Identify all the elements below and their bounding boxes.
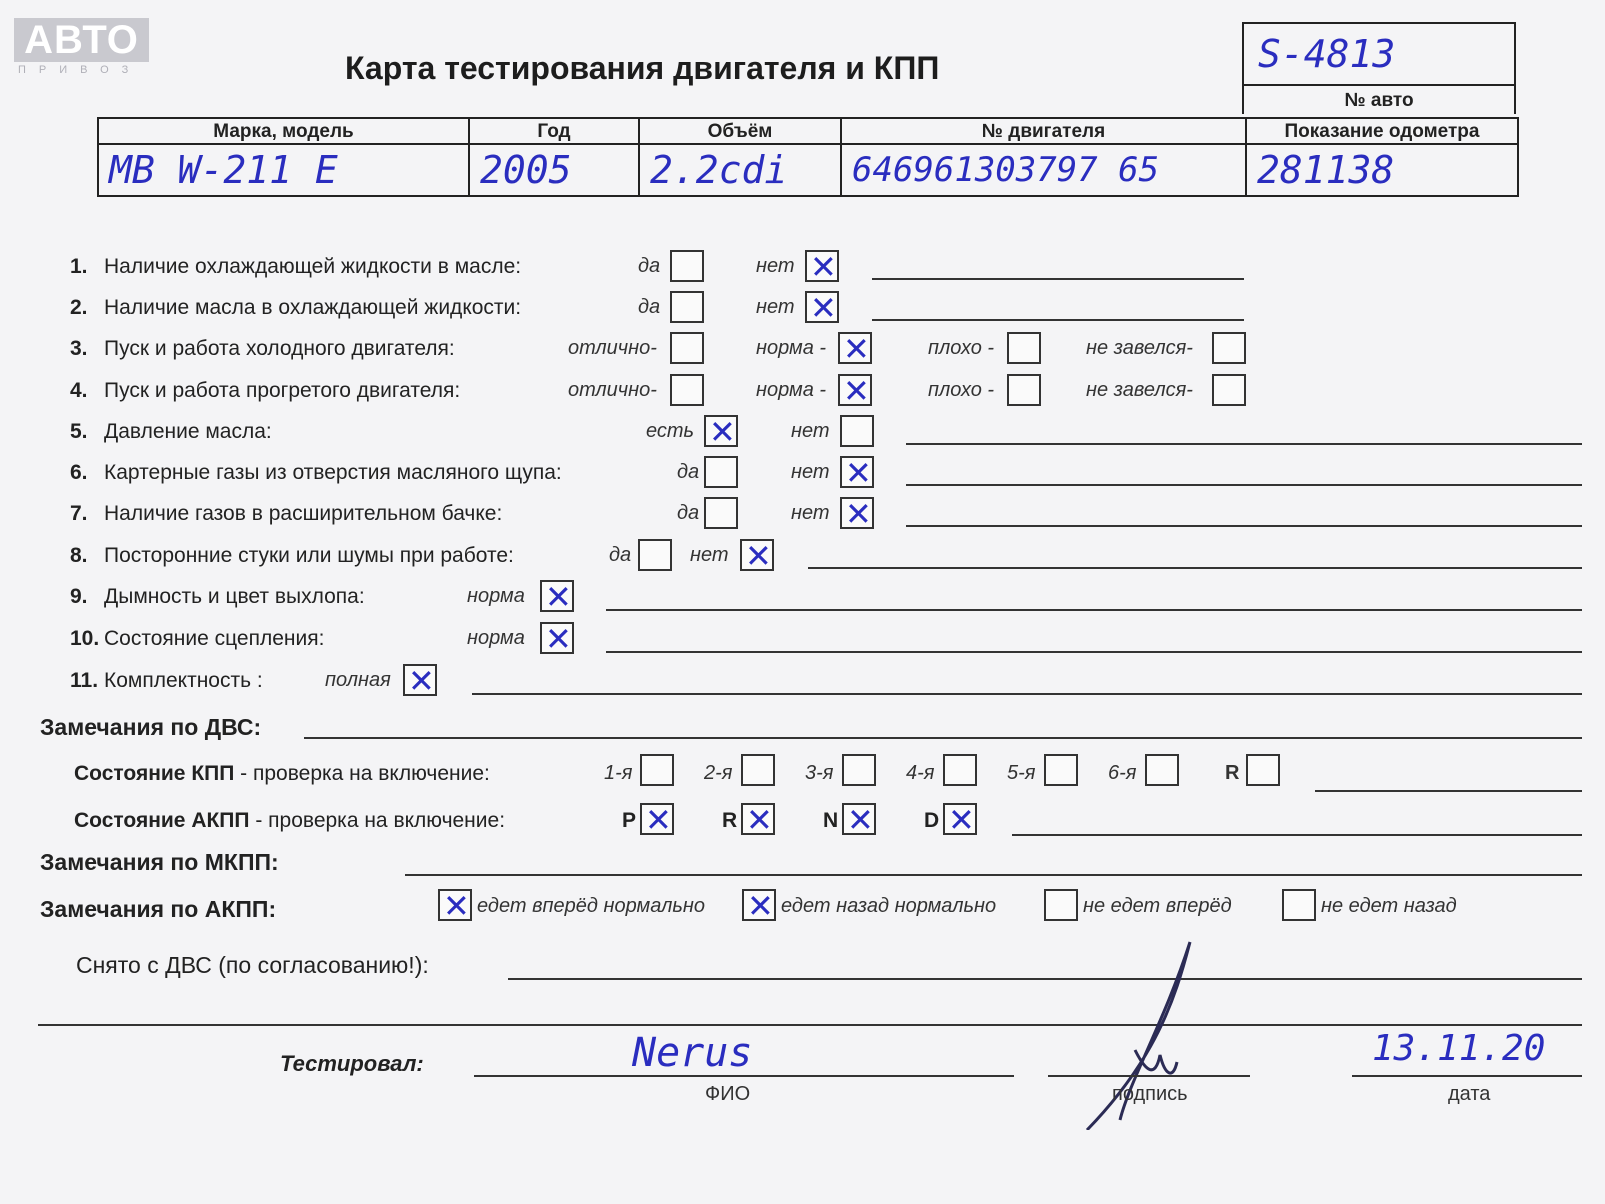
option-label: да bbox=[677, 502, 700, 524]
item-label: Дымность и цвет выхлопа: bbox=[104, 585, 365, 608]
item-number: 2. bbox=[70, 296, 88, 319]
removed-label: Снято с ДВС (по согласованию!): bbox=[76, 952, 429, 978]
gear-label: R bbox=[1225, 762, 1240, 784]
akpp-label-bold: Состояние АКПП bbox=[74, 809, 250, 832]
checkbox-4-excellent[interactable] bbox=[670, 374, 704, 406]
checkbox-7-net[interactable] bbox=[840, 497, 874, 529]
col-year-label: Год bbox=[469, 118, 639, 144]
option-label: да bbox=[638, 296, 661, 318]
gear-label: 2-я bbox=[704, 762, 733, 784]
item-3 bbox=[70, 337, 455, 361]
item-7 bbox=[70, 502, 502, 526]
remarks-akpp-label: Замечания по АКПП: bbox=[40, 896, 277, 922]
checkbox-2-da[interactable] bbox=[670, 291, 704, 323]
item-8 bbox=[70, 544, 514, 568]
option-label: да bbox=[638, 255, 661, 277]
vehicle-info-table bbox=[97, 117, 1519, 197]
akpp-label-rest: - проверка на включение: bbox=[249, 809, 506, 832]
akpp-option-label: не едет назад bbox=[1321, 895, 1457, 917]
auto-number-box bbox=[1242, 22, 1516, 114]
akpp-comment-line[interactable] bbox=[1012, 834, 1582, 836]
option-label: да bbox=[609, 544, 632, 566]
checkbox-5-yes[interactable] bbox=[704, 415, 738, 447]
checkbox-gear-5[interactable] bbox=[1044, 754, 1078, 786]
item-label: Наличие охлаждающей жидкости в масле: bbox=[104, 255, 522, 278]
checkbox-4-no-start[interactable] bbox=[1212, 374, 1246, 406]
item-1 bbox=[70, 255, 521, 279]
signature-line[interactable] bbox=[1048, 1075, 1250, 1077]
kpp-label-rest: - проверка на включение: bbox=[234, 762, 490, 785]
item-label: Пуск и работа прогретого двигателя: bbox=[104, 379, 461, 402]
page-title: Карта тестирования двигателя и КПП bbox=[345, 50, 940, 86]
akpp-option-label: едет назад нормально bbox=[781, 895, 997, 917]
item-number: 3. bbox=[70, 337, 88, 360]
checkbox-gear-2[interactable] bbox=[741, 754, 775, 786]
akpp-option-label: едет вперёд нормально bbox=[477, 895, 706, 917]
comment-line[interactable] bbox=[606, 651, 1582, 653]
checkbox-7-da[interactable] bbox=[704, 497, 738, 529]
item-label: Посторонние стуки или шумы при работе: bbox=[104, 544, 514, 567]
name-caption: ФИО bbox=[705, 1083, 751, 1105]
checkbox-gear-r[interactable] bbox=[1246, 754, 1280, 786]
checkbox-no-forward[interactable] bbox=[1044, 889, 1078, 921]
gear-label: 3-я bbox=[805, 762, 834, 784]
akpp-mode-label: N bbox=[823, 809, 839, 832]
akpp-label bbox=[74, 809, 505, 833]
item-11 bbox=[70, 669, 263, 693]
checkbox-akpp-r[interactable] bbox=[741, 803, 775, 835]
checkbox-4-bad[interactable] bbox=[1007, 374, 1041, 406]
item-label: Состояние сцепления: bbox=[104, 627, 325, 650]
logo-main: АВТО bbox=[14, 18, 149, 62]
checkbox-5-no[interactable] bbox=[840, 415, 874, 447]
comment-line[interactable] bbox=[872, 319, 1244, 321]
comment-line[interactable] bbox=[872, 278, 1244, 280]
option-label: норма bbox=[467, 627, 525, 649]
col-volume-label: Объём bbox=[639, 118, 841, 144]
option-label: плохо - bbox=[928, 379, 995, 401]
checkbox-1-da[interactable] bbox=[670, 250, 704, 282]
checkbox-2-net[interactable] bbox=[805, 291, 839, 323]
option-label: не завелся- bbox=[1086, 337, 1193, 359]
gear-label: 4-я bbox=[906, 762, 935, 784]
item-number: 11. bbox=[70, 669, 99, 692]
col-engine-number-label: № двигателя bbox=[841, 118, 1246, 144]
item-label: Комплектность : bbox=[104, 669, 263, 692]
comment-line[interactable] bbox=[606, 609, 1582, 611]
checkbox-3-bad[interactable] bbox=[1007, 332, 1041, 364]
item-label: Пуск и работа холодного двигателя: bbox=[104, 337, 455, 360]
akpp-mode-label: P bbox=[622, 809, 637, 832]
date-line[interactable] bbox=[1352, 1075, 1582, 1077]
option-label: нет bbox=[756, 255, 795, 277]
remarks-mkpp-label: Замечания по МКПП: bbox=[40, 849, 279, 875]
kpp-comment-line[interactable] bbox=[1315, 790, 1582, 792]
akpp-option-label: не едет вперёд bbox=[1083, 895, 1232, 917]
option-label: не завелся- bbox=[1086, 379, 1193, 401]
item-number: 8. bbox=[70, 544, 88, 567]
kpp-label-bold: Состояние КПП bbox=[74, 762, 235, 785]
item-4 bbox=[70, 379, 460, 403]
item-label: Картерные газы из отверстия масляного щупа: bbox=[104, 461, 562, 484]
gear-label: 1-я bbox=[604, 762, 633, 784]
kpp-label bbox=[74, 762, 490, 786]
checkbox-no-reverse[interactable] bbox=[1282, 889, 1316, 921]
date-caption: дата bbox=[1448, 1083, 1491, 1105]
checkbox-gear-3[interactable] bbox=[842, 754, 876, 786]
item-9 bbox=[70, 585, 365, 609]
option-label: да bbox=[677, 461, 700, 483]
col-odometer-label: Показание одометра bbox=[1246, 118, 1518, 144]
model-value[interactable]: MB W-211 E bbox=[98, 144, 469, 196]
item-number: 6. bbox=[70, 461, 88, 484]
item-number: 1. bbox=[70, 255, 88, 278]
checkbox-3-normal[interactable] bbox=[838, 332, 872, 364]
option-label: отлично- bbox=[568, 379, 657, 401]
volume-value[interactable]: 2.2cdi bbox=[639, 144, 841, 196]
odometer-value[interactable]: 281138 bbox=[1246, 144, 1518, 196]
remarks-dvs-line[interactable] bbox=[304, 737, 1582, 739]
checkbox-9-normal[interactable] bbox=[540, 580, 574, 612]
name-line[interactable] bbox=[474, 1075, 1014, 1077]
checkbox-8-net[interactable] bbox=[740, 539, 774, 571]
akpp-mode-label: R bbox=[722, 809, 738, 832]
year-value[interactable]: 2005 bbox=[469, 144, 639, 196]
signature-caption: подпись bbox=[1112, 1083, 1188, 1105]
engine-number-value[interactable]: 646961303797 65 bbox=[841, 144, 1246, 196]
item-number: 7. bbox=[70, 502, 88, 525]
item-2 bbox=[70, 296, 521, 320]
remarks-mkpp-line[interactable] bbox=[405, 874, 1582, 876]
item-number: 4. bbox=[70, 379, 88, 402]
item-label: Наличие газов в расширительном бачке: bbox=[104, 502, 503, 525]
item-10 bbox=[70, 627, 324, 651]
comment-line[interactable] bbox=[906, 443, 1582, 445]
checkbox-8-da[interactable] bbox=[638, 539, 672, 571]
option-label: плохо - bbox=[928, 337, 995, 359]
option-label: нет bbox=[791, 461, 830, 483]
checkbox-3-excellent[interactable] bbox=[670, 332, 704, 364]
item-number: 10. bbox=[70, 627, 100, 650]
checkbox-akpp-p[interactable] bbox=[640, 803, 674, 835]
removed-line[interactable] bbox=[508, 978, 1582, 980]
option-label: нет bbox=[791, 502, 830, 524]
logo bbox=[14, 18, 149, 76]
option-label: норма - bbox=[756, 337, 827, 359]
option-label: норма bbox=[467, 585, 525, 607]
option-label: нет bbox=[690, 544, 729, 566]
gear-label: 6-я bbox=[1108, 762, 1137, 784]
tested-label: Тестировал: bbox=[280, 1051, 424, 1076]
checkbox-gear-6[interactable] bbox=[1145, 754, 1179, 786]
item-6 bbox=[70, 461, 562, 485]
option-label: нет bbox=[756, 296, 795, 318]
checkbox-reverse-ok[interactable] bbox=[742, 889, 776, 921]
test-date[interactable]: 13.11.20 bbox=[1372, 1028, 1546, 1069]
checkbox-1-net[interactable] bbox=[805, 250, 839, 282]
option-label: есть bbox=[646, 420, 695, 442]
item-label: Давление масла: bbox=[104, 420, 272, 443]
item-number: 5. bbox=[70, 420, 88, 443]
logo-sub: ПРИВОЗ bbox=[18, 64, 142, 76]
comment-line[interactable] bbox=[808, 567, 1582, 569]
remarks-dvs-label: Замечания по ДВС: bbox=[40, 714, 262, 740]
checkbox-6-da[interactable] bbox=[704, 456, 738, 488]
checkbox-akpp-n[interactable] bbox=[842, 803, 876, 835]
comment-line[interactable] bbox=[472, 693, 1582, 695]
item-number: 9. bbox=[70, 585, 88, 608]
akpp-mode-label: D bbox=[924, 809, 940, 832]
checkbox-10-normal[interactable] bbox=[540, 622, 574, 654]
option-label: норма - bbox=[756, 379, 827, 401]
checkbox-forward-ok[interactable] bbox=[438, 889, 472, 921]
option-label: нет bbox=[791, 420, 830, 442]
auto-number-label: № авто bbox=[1344, 90, 1414, 111]
checkbox-akpp-d[interactable] bbox=[943, 803, 977, 835]
col-model-label: Марка, модель bbox=[98, 118, 469, 144]
gear-label: 5-я bbox=[1007, 762, 1036, 784]
checkbox-4-normal[interactable] bbox=[838, 374, 872, 406]
removed-line-2[interactable] bbox=[38, 1024, 1582, 1026]
tester-name[interactable]: Nerus bbox=[632, 1030, 753, 1076]
auto-number-value[interactable]: S-4813 bbox=[1244, 24, 1514, 86]
item-5 bbox=[70, 420, 272, 444]
checkbox-11-full[interactable] bbox=[403, 664, 437, 696]
option-label: отлично- bbox=[568, 337, 657, 359]
checkbox-6-net[interactable] bbox=[840, 456, 874, 488]
checkbox-gear-4[interactable] bbox=[943, 754, 977, 786]
checkbox-gear-1[interactable] bbox=[640, 754, 674, 786]
comment-line[interactable] bbox=[906, 484, 1582, 486]
comment-line[interactable] bbox=[906, 525, 1582, 527]
option-label: полная bbox=[325, 669, 391, 691]
item-label: Наличие масла в охлаждающей жидкости: bbox=[104, 296, 522, 319]
checkbox-3-no-start[interactable] bbox=[1212, 332, 1246, 364]
